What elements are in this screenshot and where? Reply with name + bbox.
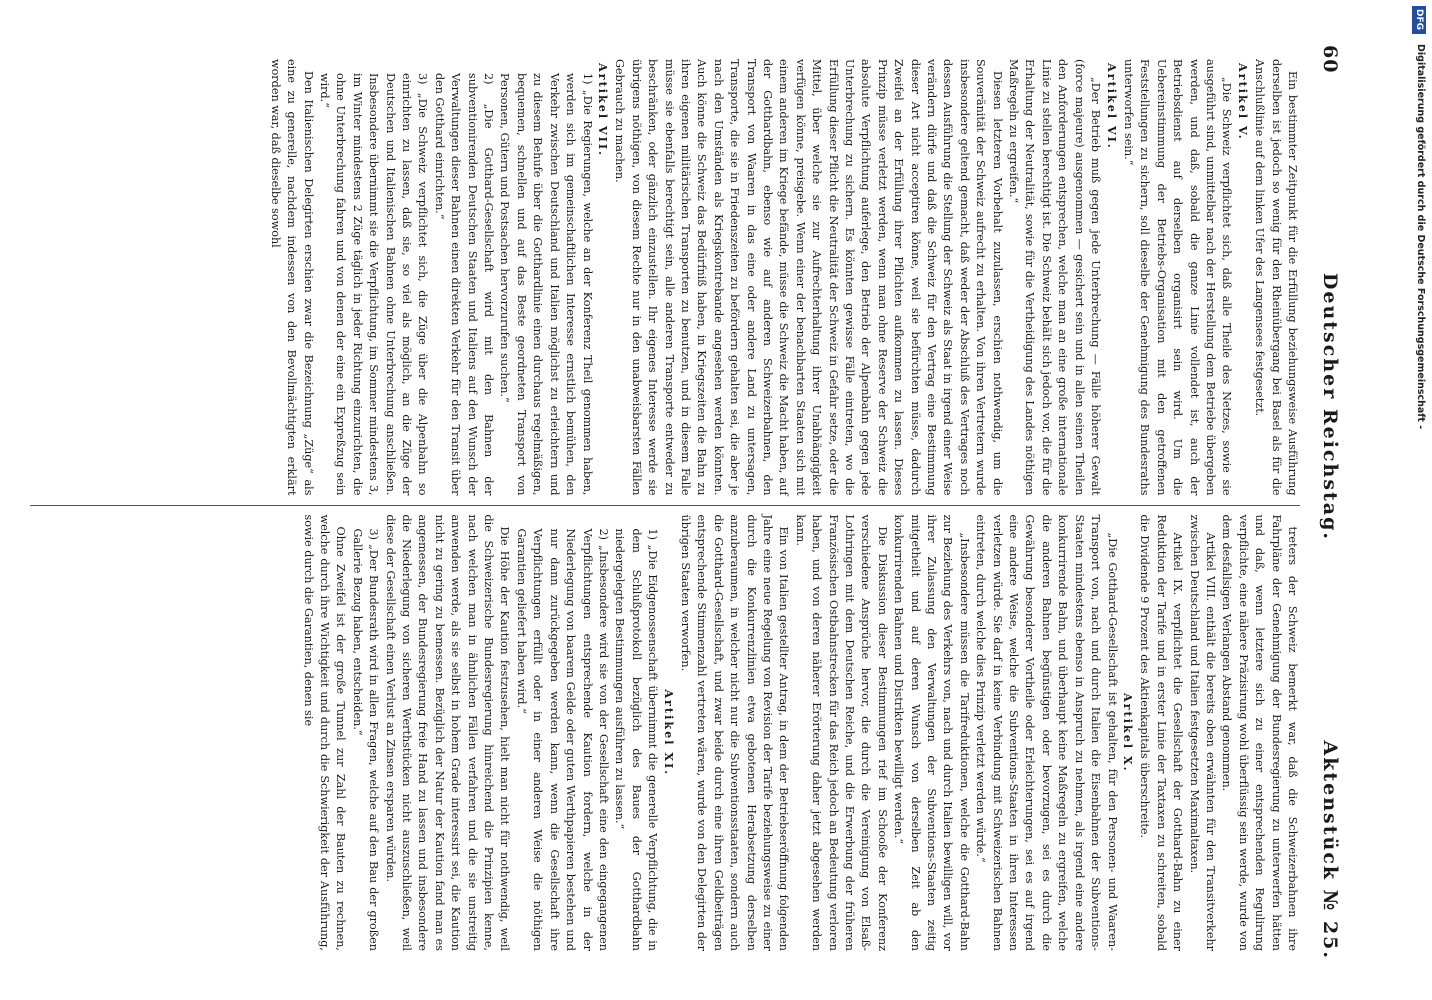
paragraph: Ohne Zweifel ist der große Tunnel zur Zahl der Bauten zu rechnen, welche durch ihre Wichtigkeit und durch die Schwierigkeit der Ausführung, sowie durch die Garantien, denen sie: [301, 514, 348, 951]
paragraph: treters der Schweiz bemerkt war, daß die Schweizerbahnen ihre Fahrpläne der Genehmigung der Bundesregierung zu unterwerfen hätten und daß, wenn letztere sich zu einer entsprechenden Regulirung verpflichte, eine nähere Präzisirung wohl überflüssig sein werde, wurde von dem desfallsigen Verlangen Abstand genommen.: [1220, 514, 1299, 951]
text-column-left: [30, 50, 1300, 505]
page-number: 60: [1319, 45, 1341, 74]
list-item: 1) „Die Eidgenossenschaft übernimmt die generelle Verpflichtung, die in dem Schlußprotokoll bezüglich des Baues der Gotthardbahn niedergelegten Bestimmungen ausführen zu lassen.“: [613, 528, 660, 951]
list-item: 3) „Die Schweiz verpflichtet sich, die Züge über die Alpenbahn so einrichten zu lassen, daß sie, so viel als möglich, an die Züge der Deutschen und Italienischen Bahnen ohne Unterbrechung anschließen. Insbesondere übernimmt sie die Verpflichtung, im Sommer mindestens 3, im Winter mindestens 2 Züge täglich in jeder Richtung einzurichten, die ohne Unterbrechung fahren und von denen der eine ein Expreßzug sein wird.“: [318, 73, 430, 496]
quoted-paragraph: Artikel VIII. enthält die bereits oben erwähnten für den Transitverkehr zwischen Deutschland und Italien festgesetzten Maximaltaxen.: [1187, 514, 1217, 951]
article-heading: Artikel V.: [1235, 63, 1250, 141]
text-column-right: [30, 505, 1300, 961]
paragraph: Ein von Italien gestellter Antrag, in dem der Betriebseröffnung folgenden Jahre eine neue Regelung von Revision der Tarife beziehungsweise zu einer durch die Konkurrenzlinien etwa gebotenen Herabsetzung derselben anzuberaumen, in welcher nicht nur die Subventionsstaaten, sondern auch die Gotthard-Gesellschaft, und zwar beide durch eine ihren Geldbeiträgen entsprechende Stimmenzahl vertreten wären, wurde von den Delegirten der übrigen Staaten verworfen.: [678, 514, 791, 951]
paragraph: Ein bestimmter Zeitpunkt für die Erfüllung beziehungsweise Ausführung derselben ist jedoch so wenig für den Rheinübergang bei Basel als für die Anschlußlinie auf dem linken Ufer des Langensees festgesetzt.: [1253, 59, 1299, 496]
quoted-paragraph: „Der Betrieb muß gegen jede Unterbrechung — Fälle höherer Gewalt (force majeure) ausgenommen — gesichert sein und in allen seinen Theilen den Anforderungen entsprechen, welche man an eine große internationale Linie zu stellen berechtigt ist. Die Schweiz behält sich jedoch vor, die für die Erhaltung der Neutralität, sowie für die Vertheidigung des Landes nöthigen Maßregeln zu ergreifen.“: [1007, 59, 1103, 496]
running-head: Deutscher Reichstag.: [1319, 272, 1341, 542]
dfg-logo-icon: DFG: [1412, 6, 1426, 34]
paragraph: Den Italienischen Delegirten erschien zwar die Bezeichnung „Züge“ als eine zu generelle, nachdem indessen von den Bevollmächtigten erklärt worden war, daß dieselbe sowohl: [268, 59, 315, 496]
quoted-paragraph: „Insbesondere müssen die Tarifreduktionen, welche die Gotthard-Bahn zur Beziehung des Verkehrs von, nach und durch Italien bewilligen will, vor ihrer Zulassung den Verwaltungen der Subventions-Staaten zeitig mitgetheilt und auf deren Wunsch von derselben Zeit ab den konkurrirenden Bahnen und Distrikten bewilligt werden.“: [892, 514, 971, 951]
article-heading: Artikel X.: [1120, 692, 1135, 773]
paragraph: Diesen letzteren Vorbehalt zuzulassen, erschien nothwendig, um die Souveränität der Schweiz aufrecht zu erhalten. Von ihren Vertretern wurde insbesondere geltend gemacht, daß weder der Abschluß des Vertrages noch dessen Ausführung die Stellung der Schweiz als Staat in irgend einer Weise verändern dürfe und daß die Schweiz für den Vertrag eine Bestimmung dieser Art nicht acceptiren könne, weil sie befürchten müsse, dadurch Zweifel an der Erfüllung ihrer Pflichten aufkommen zu lassen. Dieses Prinzip müsse verletzt werden, wenn man ohne Reserve der Schweiz die absolute Verpflichtung auferlege, den Betrieb der Alpenbahn gegen jede Unterbrechung zu sichern. Es könnten gewisse Fälle eintreten, wo die Erfüllung dieser Pflicht die Neutralität der Schweiz in Gefahr setze, oder die Mittel, über welche sie zur Aufrechterhaltung ihrer Unabhängigkeit verfügen könne, preisgebe. Wenn einer der benachbarten Staaten sich mit einem anderen im Kriege befände, müsse die Schweiz die Macht haben, auf der Gotthardbahn, ebenso wie auf anderen Schweizerbahnen, den Transport von Waaren in das eine oder andere Land zu untersagen, Transporte, die sie in Friedenszeiten zu befördern gehalten sei, die aber je nach den Umständen als Kriegskontrebande angesehen werden könnten. Auch könne die Schweiz das Bedürfniß haben, in Kriegszeiten die Bahn zu ihren eigenen militärischen Transporten zu benutzen, und in diesem Falle müsse sie ebenfalls berechtigt sein, alle anderen Transporte entweder zu beschränken, oder gänzlich einzustellen. Ihr eigenes Interesse werde sie übrigens nöthigen, von diesem Rechte nur in den unabweisbarsten Fällen Gebrauch zu machen.: [613, 59, 1004, 496]
paragraph: Die Diskussion dieser Bestimmungen rief im Schooße der Konferenz verschiedene Ansprüche hervor, die durch die Vereinigung von Elsaß-Lothringen mit dem Deutschen Reiche, und die Erwerbung der früheren Französischen Ostbahnstrecken für das Reich jedoch an Bedeutung verloren haben, und von deren näherer Erörterung daher jetzt abgesehen werden kann.: [793, 514, 889, 952]
text-columns: [30, 50, 1300, 960]
quoted-paragraph: „Die Schweiz verpflichtet sich, daß alle Theile des Netzes, sowie sie ausgeführt sind, unmittelbar nach der Herstellung dem Betriebe übergeben werden, und daß, sobald die ganze Linie vollendet ist, auch der Betriebsdienst auf derselben organisirt sein wird. Um die Uebereinstimmung der Betriebs-Organisation mit den getroffenen Feststellungen zu sichern, soll dieselbe der Genehmigung des Bundesraths unterworfen sein.“: [1121, 59, 1234, 496]
list-item: 2) „Insbesondere wird sie von der Gesellschaft eine den eingegangenen Verpflichtungen entsprechende Kaution fordern, welche in der Niederlegung von baarem Gelde oder guten Werthpapieren bestehen und nur dann zurückgegeben werden kann, wenn die Gesellschaft ihre Verpflichtungen erfüllt oder in einer anderen Weise die nöthigen Garantien geliefert haben wird.“: [514, 528, 610, 951]
list-item: 2) „Die Gotthard-Gesellschaft wird mit den Bahnen der subventionirenden Deutschen Staaten und Italiens auf den Wunsch der Verwaltungen dieser Bahnen einen direkten Verkehr für den Transit über den Gotthard einrichten.“: [432, 73, 496, 496]
list-item: 3) „Der Bundesrath wird in allen Fragen, welche auf den Bau der großen Gallerie Bezug haben, entscheiden.“: [350, 528, 381, 951]
issue-label: Aktenstück № 25.: [1319, 740, 1341, 960]
quoted-paragraph: „Die Gotthard-Gesellschaft ist gehalten, für den Personen- und Waaren-Transport von, nach und durch Italien die Eisenbahnen der Subventions-Staaten mindestens ebenso in Anspruch zu nehmen, als irgend eine andere konkurrirende Bahn, und überhaupt keine Maßregeln zu ergreifen, welche die anderen Bahnen begünstigen oder bevorzugen, sei es durch die Gewährung besonderer Vortheile oder Erleichterungen, sei es auf irgend eine andere Weise, welche die Subventions-Staaten in ihren Interessen verletzen würde. Sie darf in keine Verbindung mit Schweizerischen Bahnen eintreten, durch welche dies Prinzip verletzt werden würde.“: [974, 514, 1119, 951]
article-heading: Artikel VII.: [595, 63, 610, 158]
quoted-paragraph: Artikel IX. verpflichtet die Gesellschaft der Gotthard-Bahn zu einer Reduktion der Tarife und in erster Linie der Taxtaxen zu schreiten, sobald die Dividende 9 Prozent des Aktienkapitals überschreite.: [1138, 514, 1185, 951]
credit-text: Digitalisierung gefördert durch die Deutsche Forschungsgemeinschaft -: [1415, 44, 1426, 430]
page-header: [1310, 45, 1350, 960]
article-heading: Artikel XI.: [661, 689, 676, 777]
article-heading: Artikel VI.: [1104, 63, 1119, 150]
digitization-credit: [1390, 0, 1432, 1000]
paragraph: Die Höhe der Kaution festzusehen, hielt man nicht für nothwendig, weil die Schweizerische Bundesregierung hinreichend die Prinzipien kenne, nach welchen man in ähnlichen Fällen verfahren und die sie unstreitig anwenden werde, als sie selbst in hohem Grade interessirt sei, die Kaution nicht zu gering zu bemessen. Bezüglich der Natur der Kaution fand man es angemessen, der Bundesregierung freie Hand zu lassen und insbesondere die Niederlegung von sicheren Werthstücken nicht auszuschließen, weil diese der Gesellschaft einen Verlust an Zinsen ersparen würden.: [383, 514, 512, 951]
list-item: 1) „Die Regierungen, welche an der Konferenz Theil genommen haben, werden sich im gemeinschaftlichen Interesse ernstlich bemühen, den Verkehr zwischen Deutschland und Italien möglichst zu erleichtern und zu diesem Behufe über die Gotthardlinie einen durchaus regelmäßigen, bequemen, schnellen und auf das Beste geordneten Transport von Personen, Gütern und Postsachen hervorzurufen suchen.“: [498, 73, 594, 496]
